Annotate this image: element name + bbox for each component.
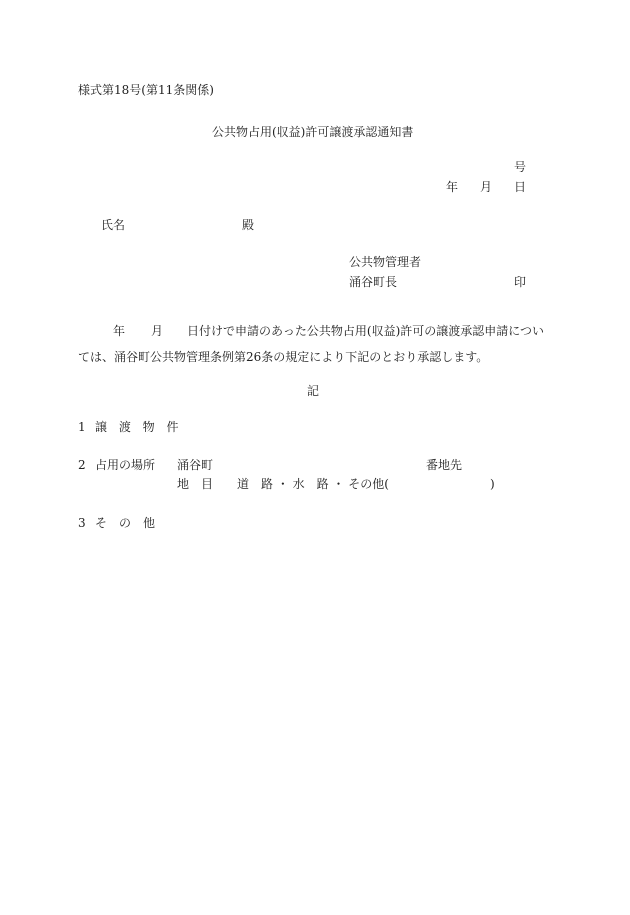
body-year-label: 年	[113, 324, 126, 338]
date-year-label: 年	[446, 180, 459, 194]
document-title: 公共物占用(収益)許可譲渡承認通知書	[212, 125, 414, 139]
number-label: 号	[514, 160, 527, 174]
item-2-number: 2	[78, 458, 86, 472]
date-month-label: 月	[480, 180, 493, 194]
item-1-label: 譲 渡 物 件	[95, 420, 183, 434]
issuer-seal: 印	[514, 275, 527, 289]
addressee-honorific: 殿	[242, 218, 255, 232]
body-month-label: 月	[151, 324, 164, 338]
item-2-town: 涌谷町	[177, 458, 214, 472]
land-category-close-paren: )	[490, 477, 495, 491]
land-category-options: 道 路 ・ 水 路 ・ その他(	[237, 477, 389, 491]
issuer-title: 涌谷町長	[349, 275, 398, 289]
item-3-label: そ の 他	[95, 516, 156, 530]
item-2-banchi: 番地先	[426, 458, 463, 472]
date-day-label: 日	[514, 180, 527, 194]
item-3-number: 3	[78, 516, 86, 530]
ki-label: 記	[307, 384, 320, 398]
form-number: 様式第18号(第11条関係)	[78, 83, 214, 97]
item-2-label: 占用の場所	[95, 458, 156, 472]
item-1-number: 1	[78, 420, 86, 434]
land-category-label: 地 目	[177, 477, 214, 491]
body-text: 日付けで申請のあった公共物占用(収益)許可の譲渡承認申請については、涌谷町公共物管理条例第26条の規定により下記のとおり承認します。	[78, 324, 545, 364]
addressee-name-label: 氏名	[101, 218, 126, 232]
body-paragraph	[78, 318, 553, 370]
issuer-role: 公共物管理者	[349, 255, 422, 269]
